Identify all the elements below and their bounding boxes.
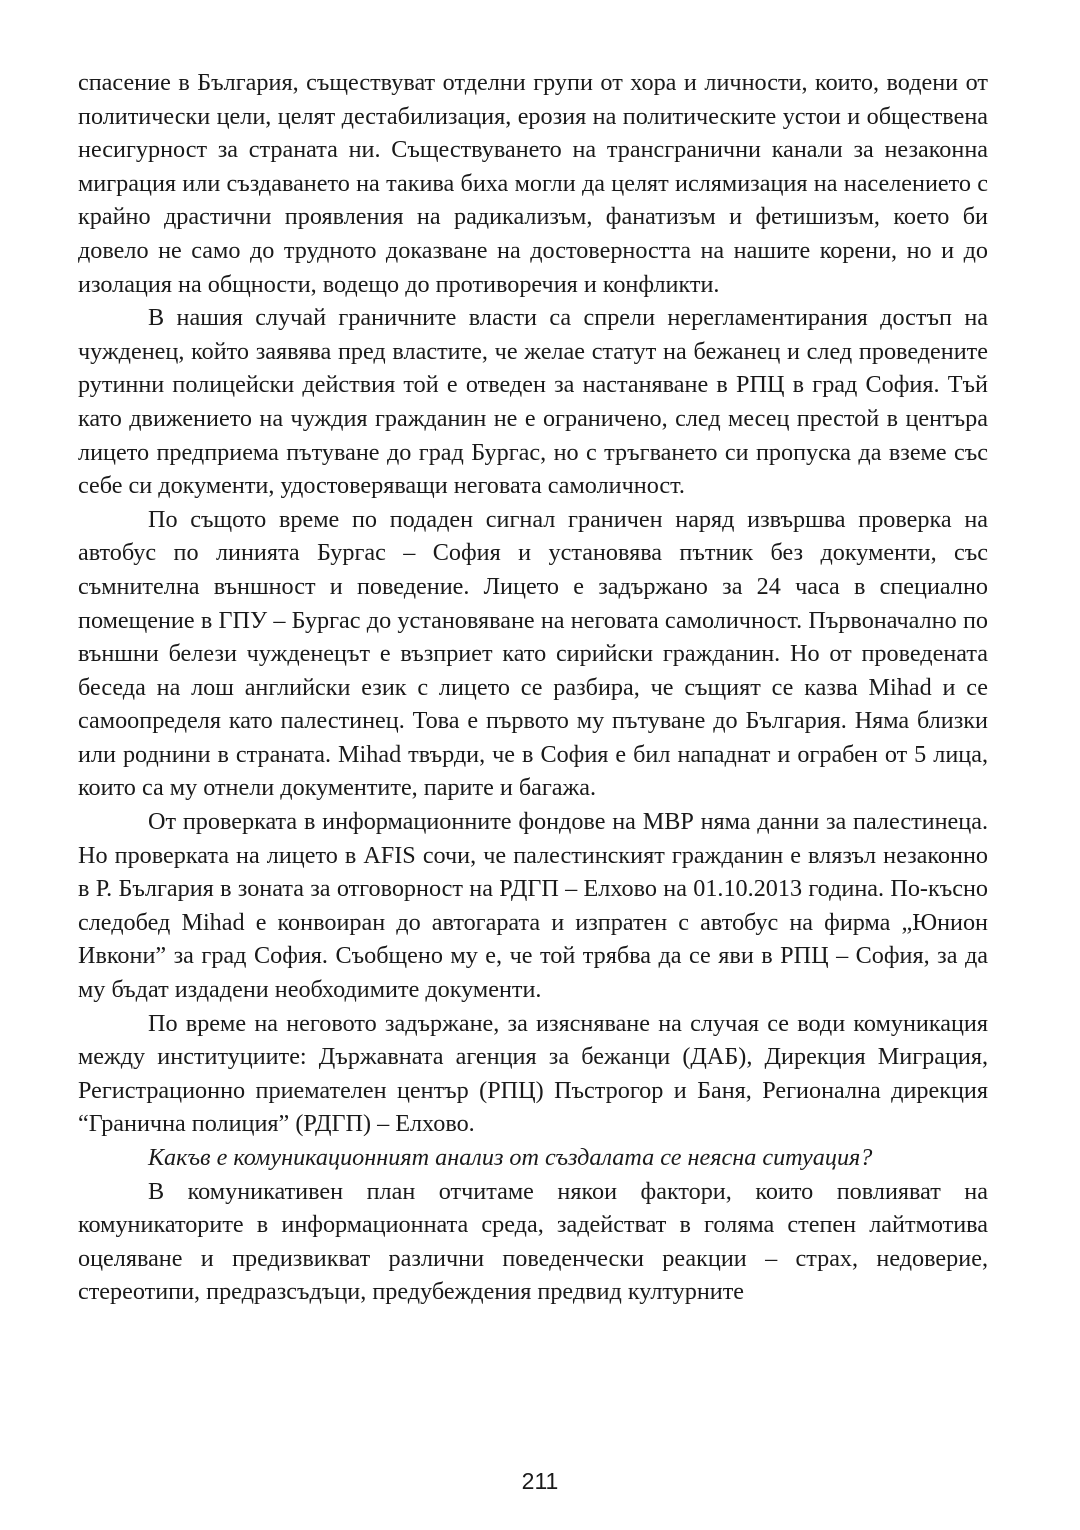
paragraph-6: В комуникативен план отчитаме някои фактори, които повлияват на комуникаторите в информационната среда, задействат в голяма степен лайтмотива оцеляване и предизвикват различни поведенчески реакции – страх, недоверие, стереотипи, предразсъдъци, предубеждения предвид културните xyxy=(78,1177,988,1306)
paragraph-2: В нашия случай граничните власти са спрели нерегламентирания достъп на чужденец, който заявява пред властите, че желае статут на бежанец и след проведените рутинни полицейски действия той е отведен за настаняване в РПЦ в град София. Тъй като движението на чуждия гражданин не е ограничено, след месец престой в центъра лицето предприема пътуване до град Бургас, но с тръгването си пропуска да вземе със себе си документи, удостоверяващи неговата самоличност. xyxy=(78,304,988,500)
paragraph-1: спасение в България, съществуват отделни групи от хора и личности, които, водени от политически цели, целят дестабилизация, ерозия на политическите устои и обществена несигурност за страната ни. Съществуването на трансгранични канали за незаконна миграция или създаването на такива биха могли да целят ислямизация на населението с крайно драстични проявления на радикализъм, фанатизъм и фетишизъм, което би довело не само до трудното доказване на достоверността на нашите корени, но и до изолация на общности, водещо до противоречия и конфликти. xyxy=(78,69,988,298)
paragraph-4: От проверката в информационните фондове на МВР няма данни за палестинеца. Но проверката на лицето в AFIS сочи, че палестинският гражданин е влязъл незаконно в Р. България в зоната за отговорност на РДГП – Елхово на 01.10.2013 година. По-късно следобед Mihad е конвоиран до автогарата и изпратен с автобус на фирма „Юнион Ивкони” за град София. Съобщено му е, че той трябва да се яви в РПЦ – София, за да му бъдат издадени необходимите документи. xyxy=(78,808,988,1004)
page-number: 211 xyxy=(521,1468,559,1494)
page-body xyxy=(78,66,988,1309)
paragraph-3: По същото време по подаден сигнал граничен наряд извършва проверка на автобус по линията Бургас – София и установява пътник без документи, със съмнителна външност и поведение. Лицето е задържано за 24 часа в специално помещение в ГПУ – Бургас до установяване на неговата самоличност. Първоначално по външни белези чужденецът е възприет като сирийски гражданин. Но от проведената беседа на лош английски език с лицето се разбира, че същият се казва Mihad и се самоопределя като палестинец. Това е първото му пътуване до България. Няма близки или роднини в страната. Mihad твърди, че в София е бил нападнат и ограбен от 5 лица, които са му отнели документите, парите и багажа. xyxy=(78,505,988,802)
question-heading: Какъв е комуникационният анализ от създалата се неясна ситуация? xyxy=(148,1144,873,1171)
paragraph-5: По време на неговото задържане, за изясняване на случая се води комуникация между институциите: Държавната агенция за бежанци (ДАБ), Дирекция Миграция, Регистрационно приемателен център (РПЦ) Пъстрогор и Баня, Регионална дирекция “Гранична полиция” (РДГП) – Елхово. xyxy=(78,1009,988,1138)
